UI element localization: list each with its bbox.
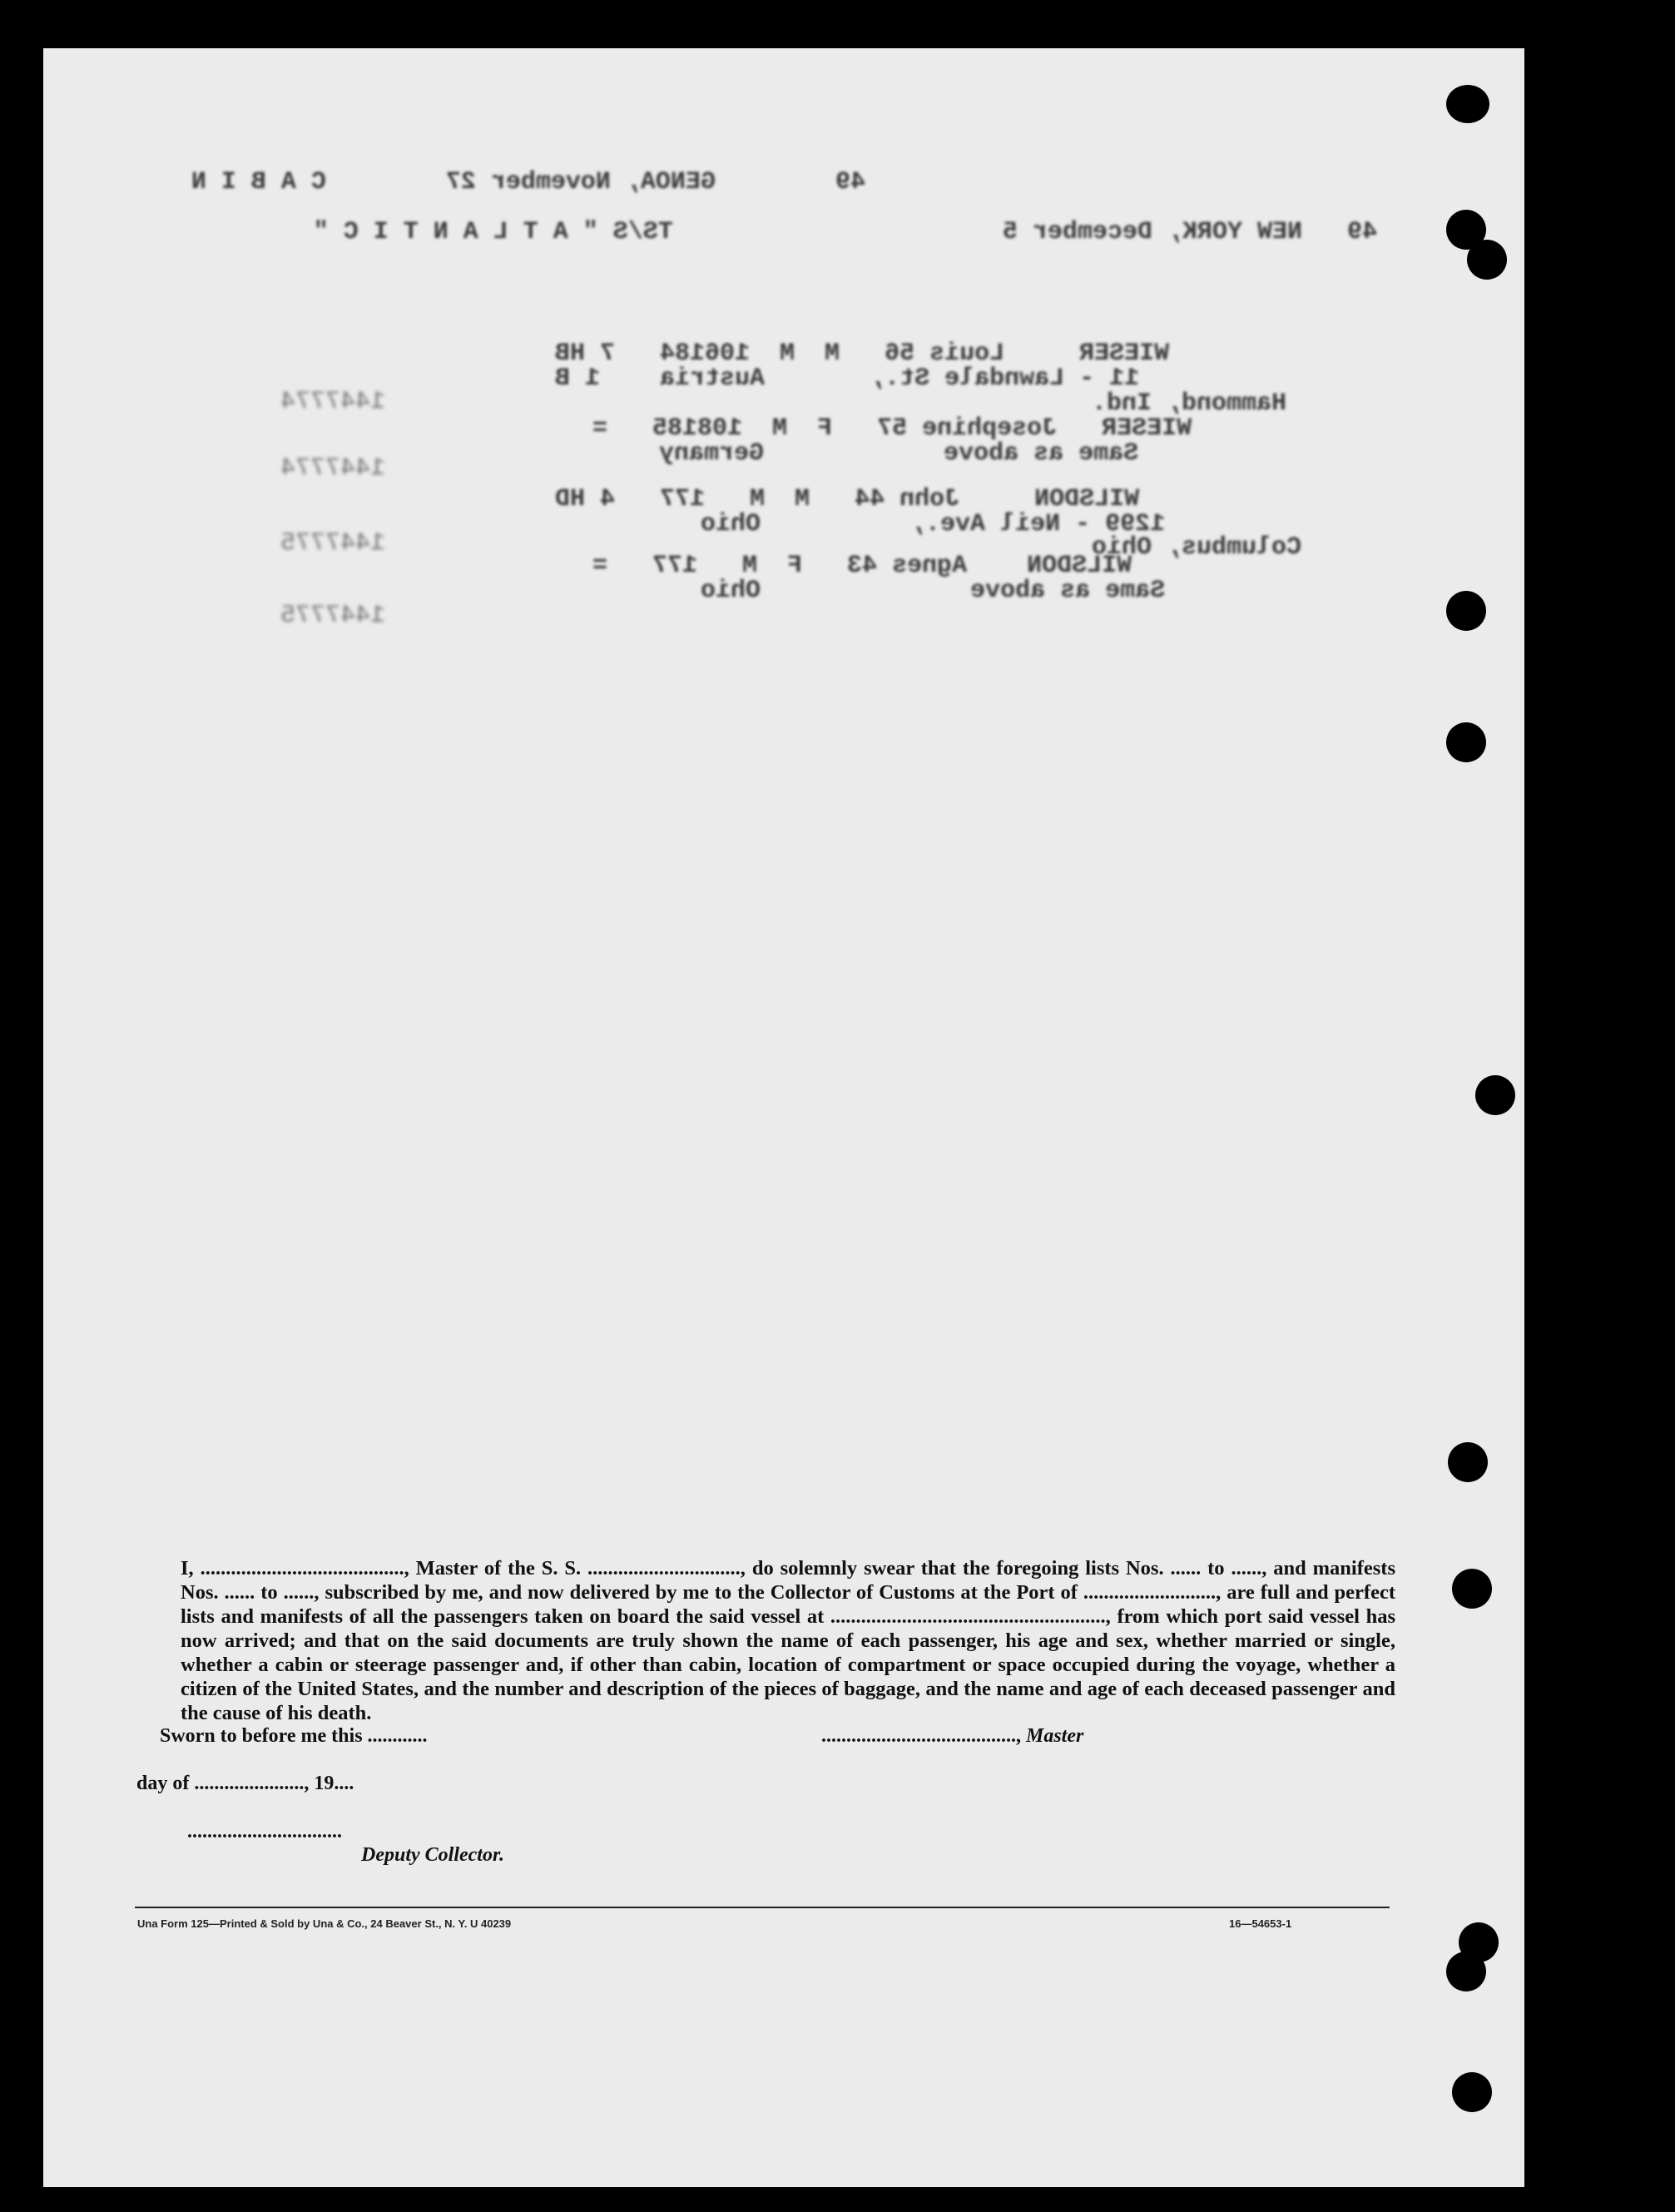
punch-hole — [1452, 2072, 1492, 2112]
master-oath-paragraph: I, ........................................, Master of the S. S. .............................., do solemnly swear that the foregoing lists Nos. ...... to ......, and manifests Nos. ...... to ......, subscribed by me, and now delivered by me to the Collector of Customs at the Port of .........................., are full and perfect lists and manifests of all the passengers taken on board the said vessel at ......................................................, from which port said vessel has now arrived; and that on the said documents are truly shown the name of each passenger, his age and sex, whether married or single, whether a cabin or steerage passenger and, if other than cabin, location of compartment or space occupied during the voyage, whether a citizen of the United States, and the number and description of the pieces of baggage, and the name and age of each deceased passenger and the cause of his death. — [181, 1557, 1395, 1724]
punch-hole — [1448, 1442, 1488, 1482]
bleed-header-line2 — [106, 190, 1437, 275]
bleed-ship: TS/S " A T L A N T I C " — [313, 218, 673, 246]
punch-hole — [1446, 591, 1486, 631]
form-number: 16—54653-1 — [1229, 1917, 1292, 1930]
bleed-passenger-3-addr2: Columbus, Ohio — [1092, 533, 1302, 562]
deputy-collector-label: Deputy Collector. — [361, 1844, 504, 1866]
bleed-passenger-1-number: 1447774 — [280, 388, 386, 416]
bleed-class: C A B I N — [191, 168, 326, 196]
bleed-passenger-1-addr2: Hammond, Ind. — [1092, 389, 1287, 418]
master-dots: ......................................., — [821, 1725, 1021, 1747]
punch-hole — [1467, 240, 1507, 280]
bleed-passenger-4-number: 1447775 — [280, 602, 386, 630]
bleed-passenger-1-addr1: 11 - Lawndale St., Austria 1 B — [555, 365, 1140, 393]
printer-imprint: Una Form 125—Printed & Sold by Una & Co., 24 Beaver St., N. Y. U 40239 — [137, 1917, 512, 1930]
day-of-line: day of ......................, 19.... — [136, 1773, 354, 1794]
collector-dots: ............................... — [187, 1821, 342, 1843]
bleed-passenger-2-number: 1447774 — [280, 454, 386, 483]
bleed-port-1: GENOA, November 27 — [445, 168, 716, 196]
bleed-passenger-3-number: 1447775 — [280, 529, 386, 558]
master-signature-line — [821, 1725, 1083, 1748]
bleed-year-1: 49 — [835, 168, 865, 196]
master-label: Master — [1026, 1725, 1084, 1747]
bleed-passenger-4-addr1: Same as above Ohio — [701, 577, 1166, 605]
bleed-passenger-4-name: WILSDON Agnes 43 F M 177 = — [592, 552, 1132, 580]
bleed-port-2: NEW YORK, December 5 — [1002, 218, 1302, 246]
footer-rule — [135, 1907, 1390, 1908]
manifest-page — [43, 48, 1524, 2187]
bleed-year-2: 49 — [1346, 218, 1377, 246]
sworn-line: Sworn to before me this ............ — [160, 1725, 428, 1747]
punch-hole — [1452, 1569, 1492, 1609]
bleed-passenger-2-name: WIESER Josephine 57 F M 108185 = — [592, 414, 1192, 443]
bleed-passenger-3-name: WILSDON John 44 M M 177 4 HD — [555, 485, 1140, 513]
bleed-passenger-3-addr1: 1299 - Neil Ave., Ohio — [701, 510, 1166, 538]
punch-hole — [1446, 85, 1489, 123]
bleed-passenger-1-name: WIESER Louis 56 M M 106184 7 HB — [555, 340, 1170, 368]
bleed-passenger-2-addr1: Same as above Germany — [659, 439, 1139, 468]
deputy-collector-wrap — [361, 1844, 504, 1867]
punch-hole — [1475, 1075, 1515, 1115]
punch-hole — [1446, 1952, 1486, 1991]
punch-hole — [1446, 722, 1486, 762]
